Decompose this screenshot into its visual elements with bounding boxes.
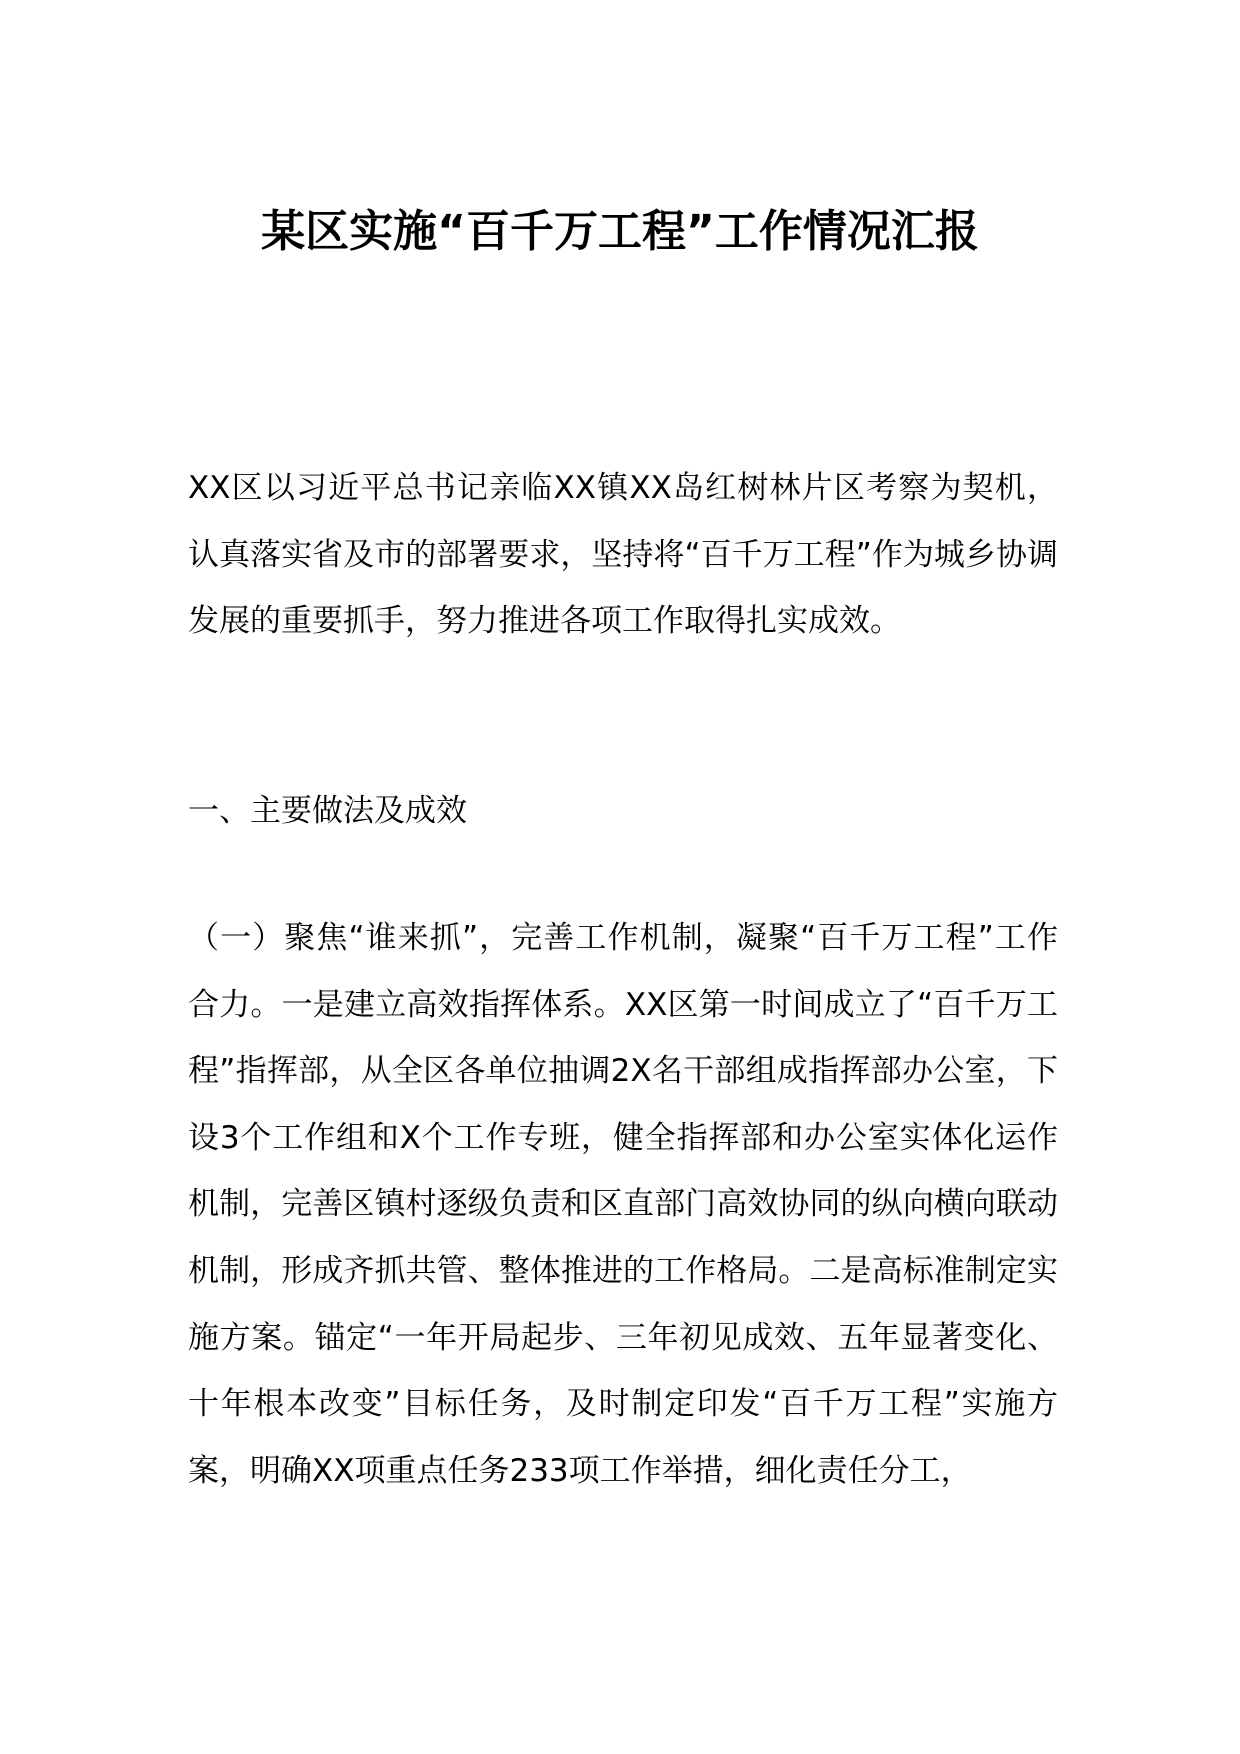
document-title: 某区实施“百千万工程”工作情况汇报 <box>261 206 979 257</box>
intro-paragraph: XX区以习近平总书记亲临XX镇XX岛红树林片区考察为契机，认真落实省及市的部署要求，坚持将“百千万工程”作为城乡协调发展的重要抓手，努力推进各项工作取得扎实成效。 <box>188 470 1058 640</box>
body-paragraph: （一）聚焦“谁来抓”，完善工作机制，凝聚“百千万工程”工作合力。一是建立高效指挥体系。XX区第一时间成立了“百千万工程”指挥部，从全区各单位抽调2X名干部组成指挥部办公室，下设3个工作组和X个工作专班，健全指挥部和办公室实体化运作机制，完善区镇村逐级负责和区直部门高效协同的纵向横向联动机制，形成齐抓共管、整体推进的工作格局。二是高标准制定实施方案。锚定“一年开局起步、三年初见成效、五年显著变化、十年根本改变”目标任务，及时制定印发“百千万工程”实施方案，明确XX项重点任务233项工作举措，细化责任分工， <box>188 920 1058 1489</box>
section-heading: 一、主要做法及成效 <box>188 793 467 829</box>
